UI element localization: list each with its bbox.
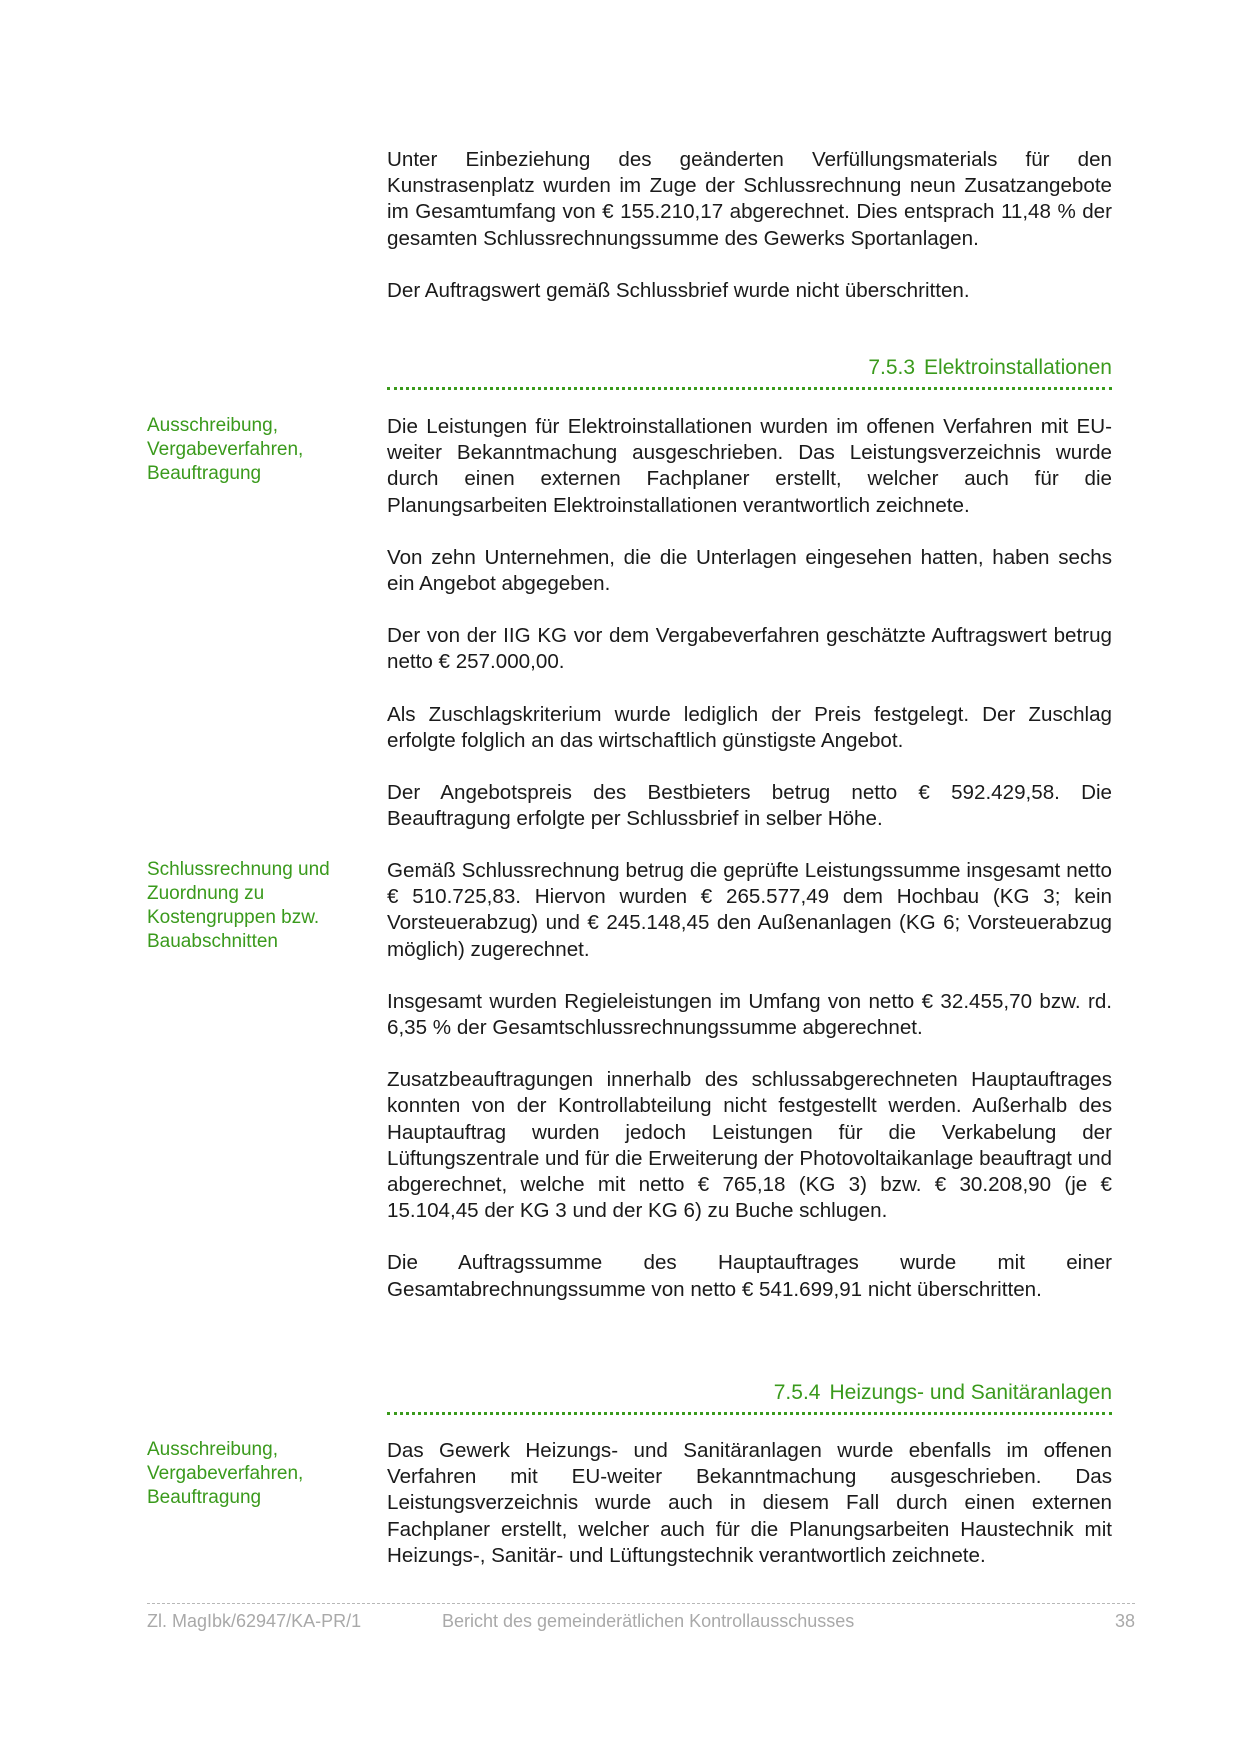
paragraph: Insgesamt wurden Regieleistungen im Umfang von netto € 32.455,70 bzw. rd. 6,35 % der Gesamtschlussrechnungssumme abgerechnet. xyxy=(387,989,1112,1040)
paragraph: Der Angebotspreis des Bestbieters betrug netto € 592.429,58. Die Beauftragung erfolgte per Schlussbrief in selber Höhe. xyxy=(387,781,1112,831)
margin-note-line: Beauftragung xyxy=(147,463,262,484)
margin-note-line: Bauabschnitten xyxy=(147,931,278,952)
paragraph: Der Auftragswert gemäß Schlussbrief wurde nicht überschritten. xyxy=(387,278,970,302)
margin-note-line: Kostengruppen bzw. xyxy=(147,907,320,928)
heizung-vergabe-text xyxy=(387,1438,1112,1569)
paragraph: Gemäß Schlussrechnung betrug die geprüfte Leistungssumme insgesamt netto € 510.725,83. Hiervon wurden € 265.577,49 dem Hochbau (KG 3; kein Vorsteuerabzug) und € 245.148,45 den Außenanlagen (KG 6; Vorsteuerabzug möglich) zugerechnet. xyxy=(387,859,1112,961)
margin-note-vergabe-heizung xyxy=(147,1438,357,1510)
paragraph: Die Leistungen für Elektroinstallationen wurden im offenen Verfahren mit EU-weiter Bekanntmachung ausgeschrieben. Das Leistungsverzeichnis wurde durch einen externen Fachplaner erstellt, welcher auch für die Planungsarbeiten Elektroinstallationen verantwortlich zeichnete. xyxy=(387,415,1112,517)
page-footer xyxy=(147,1610,1135,1634)
elektro-vergabe-text xyxy=(387,414,1112,832)
margin-note-line: Zuordnung zu xyxy=(147,883,265,904)
page-number: 38 xyxy=(1114,1611,1135,1631)
intro-text xyxy=(387,147,1112,304)
section-number: 7.5.4 xyxy=(773,1381,821,1404)
section-title: Heizungs- und Sanitäranlagen xyxy=(829,1381,1112,1404)
footer-divider xyxy=(147,1603,1135,1604)
margin-note-vergabe xyxy=(147,414,357,486)
document-reference: Zl. MagIbk/62947/KA-PR/1 xyxy=(147,1611,362,1631)
margin-note-schlussrechnung xyxy=(147,858,357,954)
section-divider xyxy=(387,1412,1112,1415)
report-title: Bericht des gemeinderätlichen Kontrollausschusses xyxy=(442,1611,855,1631)
paragraph: Von zehn Unternehmen, die die Unterlagen eingesehen hatten, haben sechs ein Angebot abgegeben. xyxy=(387,545,1112,596)
paragraph: Das Gewerk Heizungs- und Sanitäranlagen wurde ebenfalls im offenen Verfahren mit EU-weiter Bekanntmachung ausgeschrieben. Das Leistungsverzeichnis wurde auch in diesem Fall durch einen externen Fachplaner erstellt, welcher auch für die Planungsarbeiten Haustechnik mit Heizungs-, Sanitär- und Lüftungstechnik verantwortlich zeichnete. xyxy=(387,1439,1112,1567)
paragraph: Die Auftragssumme des Hauptauftrages wurde mit einer Gesamtabrechnungssumme von netto € 541.699,91 nicht überschritten. xyxy=(387,1251,1112,1301)
margin-note-line: Beauftragung xyxy=(147,1487,262,1508)
section-title: Elektroinstallationen xyxy=(924,356,1112,379)
paragraph: Als Zuschlagskriterium wurde lediglich der Preis festgelegt. Der Zuschlag erfolgte folglich an das wirtschaftlich günstigste Angebot. xyxy=(387,702,1112,752)
section-divider xyxy=(387,387,1112,390)
margin-note-line: Ausschreibung, xyxy=(147,1439,278,1460)
paragraph: Zusatzbeauftragungen innerhalb des schlussabgerechneten Hauptauftrages konnten von der Kontrollabteilung nicht festgestellt werden. Außerhalb des Hauptauftrag wurden jedoch Leistungen für die Verkabelung der Lüftungszentrale und für die Erweiterung der Photovoltaikanlage beauftragt und abgerechnet, welche mit netto € 765,18 (KG 3) bzw. € 30.208,90 (je € 15.104,45 der KG 3 und der KG 6) zu Buche schlugen. xyxy=(387,1068,1112,1223)
margin-note-line: Vergabeverfahren, xyxy=(147,1463,304,1484)
margin-note-line: Vergabeverfahren, xyxy=(147,439,304,460)
paragraph: Unter Einbeziehung des geänderten Verfüllungsmaterials für den Kunstrasenplatz wurden im Zuge der Schlussrechnung neun Zusatzangebote im Gesamtumfang von € 155.210,17 abgerechnet. Dies entsprach 11,48 % der gesamten Schlussrechnungssumme des Gewerks Sportanlagen. xyxy=(387,148,1112,250)
margin-note-line: Ausschreibung, xyxy=(147,415,278,436)
margin-note-line: Schlussrechnung und xyxy=(147,859,330,880)
section-number: 7.5.3 xyxy=(868,356,916,379)
paragraph: Der von der IIG KG vor dem Vergabeverfahren geschätzte Auftragswert betrug netto € 257.000,00. xyxy=(387,624,1112,674)
elektro-schlussrechnung-text xyxy=(387,858,1112,1303)
